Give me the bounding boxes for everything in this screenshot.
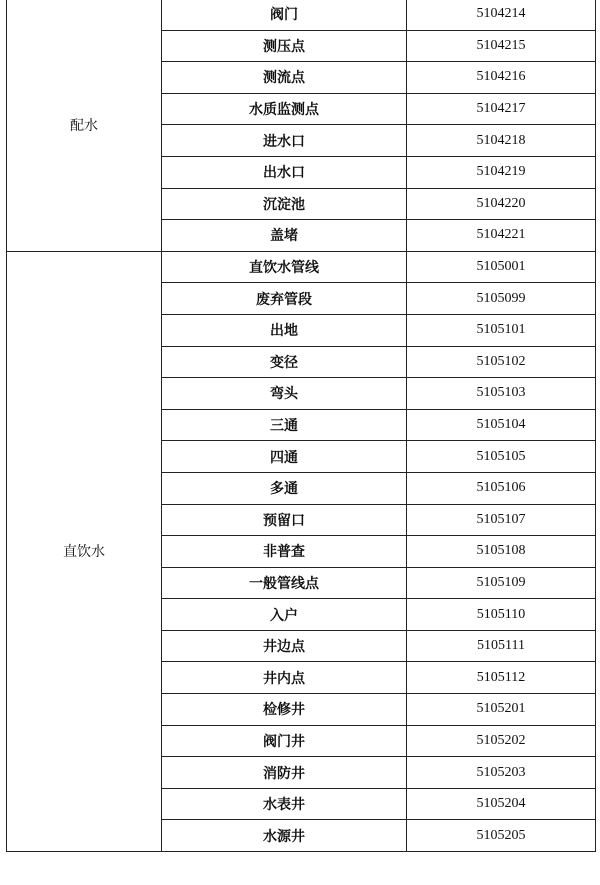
item-code: 5105102: [407, 346, 596, 378]
item-name: 检修井: [162, 694, 407, 726]
item-name: 变径: [162, 346, 407, 378]
item-code: 5105110: [407, 599, 596, 631]
item-code: 5104217: [407, 93, 596, 125]
table-row: [7, 251, 596, 283]
item-name: 井边点: [162, 630, 407, 662]
item-code: 5105109: [407, 567, 596, 599]
item-name: 直饮水管线: [162, 251, 407, 283]
item-code: 5104218: [407, 125, 596, 157]
item-name: 盖堵: [162, 220, 407, 252]
item-name: 水表井: [162, 788, 407, 820]
item-code: 5104214: [407, 0, 596, 30]
item-code: 5105104: [407, 409, 596, 441]
item-code: 5105099: [407, 283, 596, 315]
item-name: 阀门: [162, 0, 407, 30]
item-name: 弯头: [162, 378, 407, 410]
group-label: 直饮水: [7, 251, 162, 851]
item-name: 三通: [162, 409, 407, 441]
item-code: 5105101: [407, 314, 596, 346]
item-name: 进水口: [162, 125, 407, 157]
item-name: 非普查: [162, 536, 407, 568]
item-code: 5105001: [407, 251, 596, 283]
item-name: 井内点: [162, 662, 407, 694]
item-code: 5105205: [407, 820, 596, 852]
item-name: 消防井: [162, 757, 407, 789]
item-name: 测流点: [162, 62, 407, 94]
item-code: 5104219: [407, 156, 596, 188]
item-name: 一般管线点: [162, 567, 407, 599]
item-name: 阀门井: [162, 725, 407, 757]
code-table: [6, 0, 596, 852]
item-code: 5104220: [407, 188, 596, 220]
item-name: 废弃管段: [162, 283, 407, 315]
item-name: 水源井: [162, 820, 407, 852]
item-name: 沉淀池: [162, 188, 407, 220]
table-row: [7, 0, 596, 30]
item-name: 多通: [162, 472, 407, 504]
item-code: 5105203: [407, 757, 596, 789]
item-code: 5105108: [407, 536, 596, 568]
item-name: 出地: [162, 314, 407, 346]
item-code: 5105106: [407, 472, 596, 504]
item-code: 5104215: [407, 30, 596, 62]
item-name: 水质监测点: [162, 93, 407, 125]
item-code: 5105107: [407, 504, 596, 536]
item-code: 5105103: [407, 378, 596, 410]
table-body: [7, 0, 596, 852]
item-code: 5104221: [407, 220, 596, 252]
item-code: 5105201: [407, 694, 596, 726]
item-name: 预留口: [162, 504, 407, 536]
item-code: 5105112: [407, 662, 596, 694]
item-name: 测压点: [162, 30, 407, 62]
item-code: 5105204: [407, 788, 596, 820]
item-code: 5104216: [407, 62, 596, 94]
item-name: 出水口: [162, 156, 407, 188]
item-code: 5105105: [407, 441, 596, 473]
item-name: 入户: [162, 599, 407, 631]
item-code: 5105111: [407, 630, 596, 662]
group-label: 配水: [7, 0, 162, 251]
item-code: 5105202: [407, 725, 596, 757]
item-name: 四通: [162, 441, 407, 473]
